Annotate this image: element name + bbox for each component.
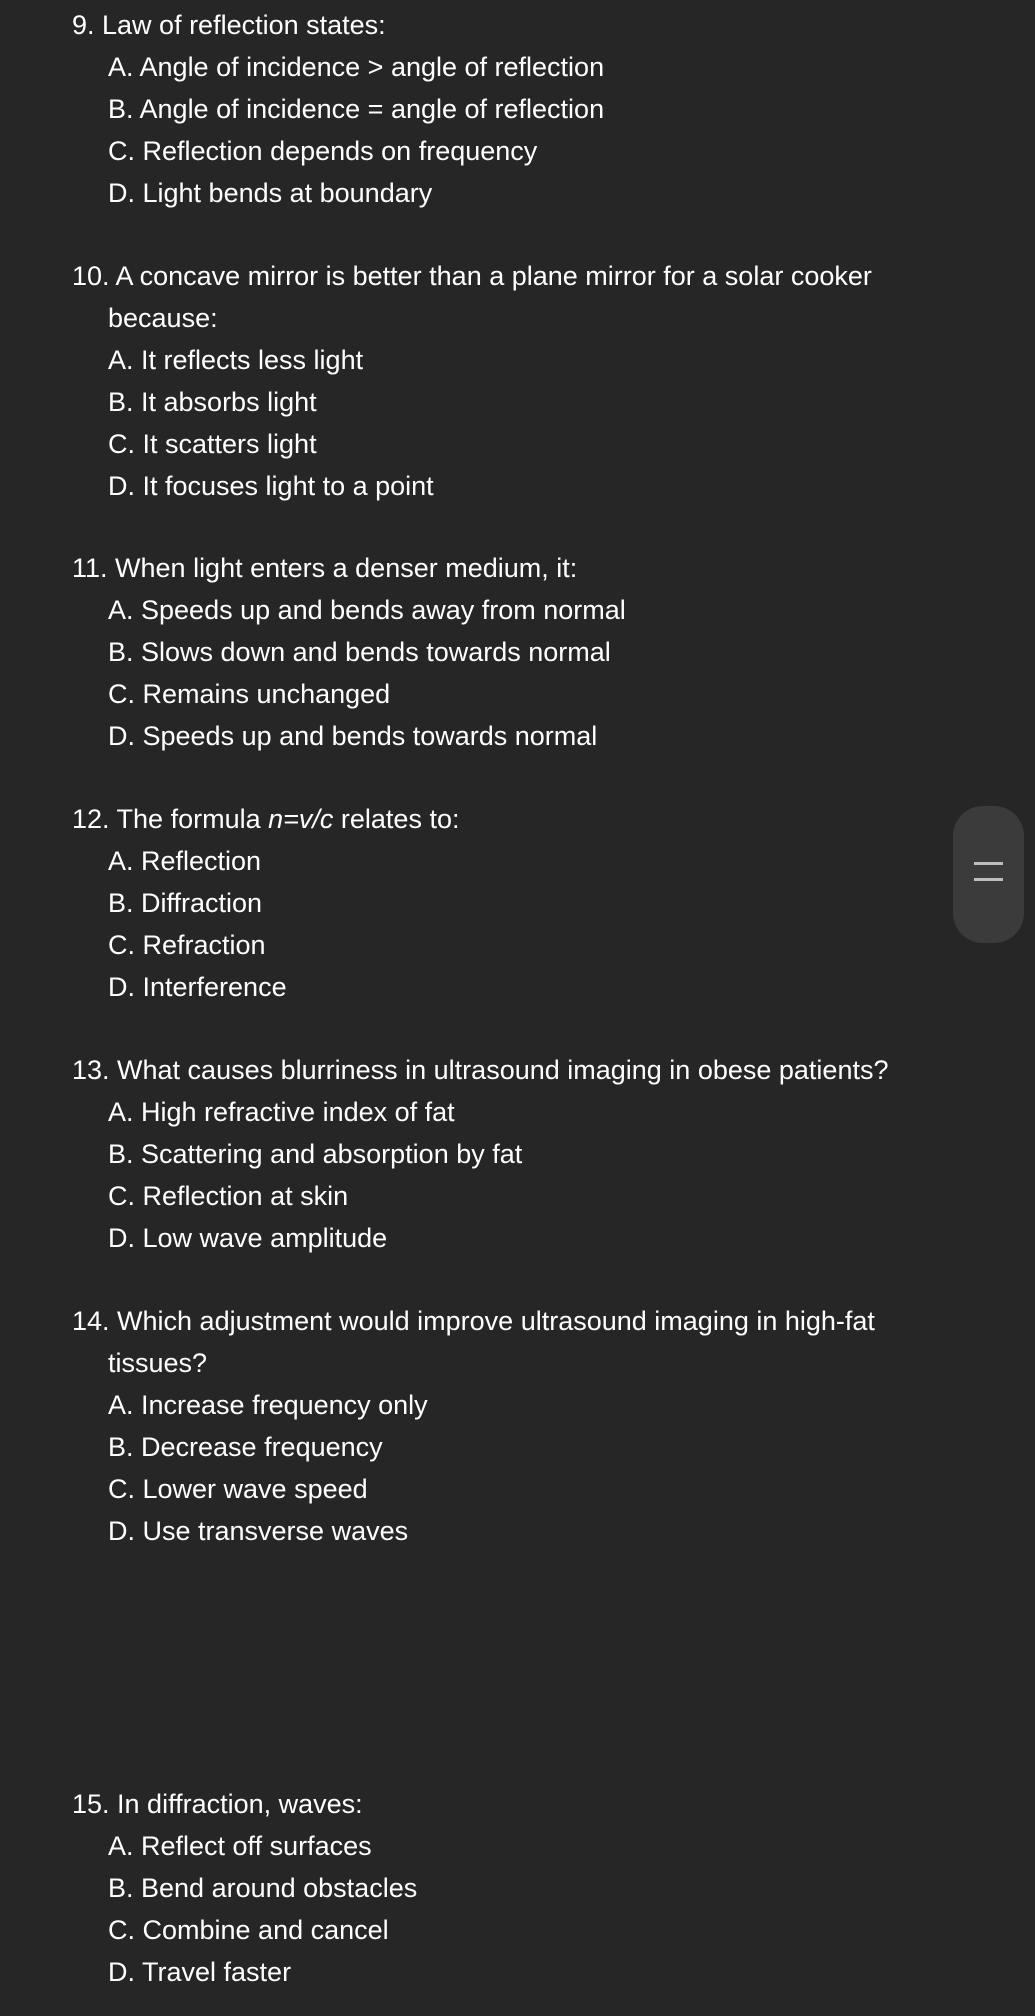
- option-d: D. Low wave amplitude: [108, 1223, 388, 1253]
- question-text: 15. In diffraction, waves:: [72, 1789, 363, 1819]
- option-b: B. Bend around obstacles: [108, 1873, 418, 1903]
- option-a: A. It reflects less light: [108, 345, 364, 375]
- question-10: [72, 255, 952, 507]
- question-text: 10. A concave mirror is better than a plane mirror for a solar cooker because:: [72, 261, 872, 333]
- option-b: B. Decrease frequency: [108, 1432, 383, 1462]
- option-d: D. Use transverse waves: [108, 1516, 409, 1546]
- question-13: [72, 1049, 952, 1259]
- option-d: D. Light bends at boundary: [108, 178, 433, 208]
- option-b: B. It absorbs light: [108, 387, 317, 417]
- question-text-suffix: relates to:: [333, 804, 460, 834]
- option-d: D. Travel faster: [108, 1957, 292, 1987]
- option-b: B. Angle of incidence = angle of reflection: [108, 94, 605, 124]
- answer-options: [72, 46, 952, 214]
- option-c: C. Remains unchanged: [108, 679, 391, 709]
- option-c: C. Reflection depends on frequency: [108, 136, 538, 166]
- question-text: 14. Which adjustment would improve ultrasound imaging in high-fat tissues?: [72, 1306, 875, 1378]
- answer-options: [72, 339, 952, 507]
- question-text-prefix: 12. The formula: [72, 804, 269, 834]
- formula: n=v/c: [268, 804, 334, 834]
- question-12: [72, 798, 952, 1008]
- answer-options: [72, 1091, 952, 1259]
- option-c: C. Combine and cancel: [108, 1915, 389, 1945]
- option-c: C. It scatters light: [108, 429, 317, 459]
- question-text: 9. Law of reflection states:: [72, 10, 386, 40]
- option-a: A. Speeds up and bends away from normal: [108, 595, 626, 625]
- option-d: D. It focuses light to a point: [108, 471, 434, 501]
- question-14: [72, 1300, 952, 1552]
- option-a: A. Angle of incidence > angle of reflection: [108, 52, 605, 82]
- answer-options: [72, 589, 952, 757]
- answer-options: [72, 840, 952, 1008]
- option-c: C. Reflection at skin: [108, 1181, 349, 1211]
- option-b: B. Scattering and absorption by fat: [108, 1139, 523, 1169]
- question-11: [72, 547, 952, 757]
- grip-lines-icon: [974, 862, 1003, 865]
- question-text: 13. What causes blurriness in ultrasound imaging in obese patients?: [72, 1055, 889, 1085]
- option-a: A. Reflection: [108, 846, 262, 876]
- question-text: 11. When light enters a denser medium, it:: [72, 553, 578, 583]
- answer-options: [72, 1384, 952, 1552]
- option-c: C. Lower wave speed: [108, 1474, 368, 1504]
- question-text: [72, 798, 952, 840]
- option-a: A. Reflect off surfaces: [108, 1831, 372, 1861]
- option-b: B. Slows down and bends towards normal: [108, 637, 611, 667]
- option-a: A. Increase frequency only: [108, 1390, 428, 1420]
- option-d: D. Interference: [108, 972, 287, 1002]
- option-a: A. High refractive index of fat: [108, 1097, 455, 1127]
- option-c: C. Refraction: [108, 930, 266, 960]
- scroll-handle[interactable]: [953, 806, 1024, 943]
- question-9: [72, 4, 952, 214]
- option-d: D. Speeds up and bends towards normal: [108, 721, 598, 751]
- answer-options: [72, 1825, 952, 1993]
- question-15: [72, 1783, 952, 1993]
- grip-lines-icon: [974, 878, 1003, 881]
- option-b: B. Diffraction: [108, 888, 263, 918]
